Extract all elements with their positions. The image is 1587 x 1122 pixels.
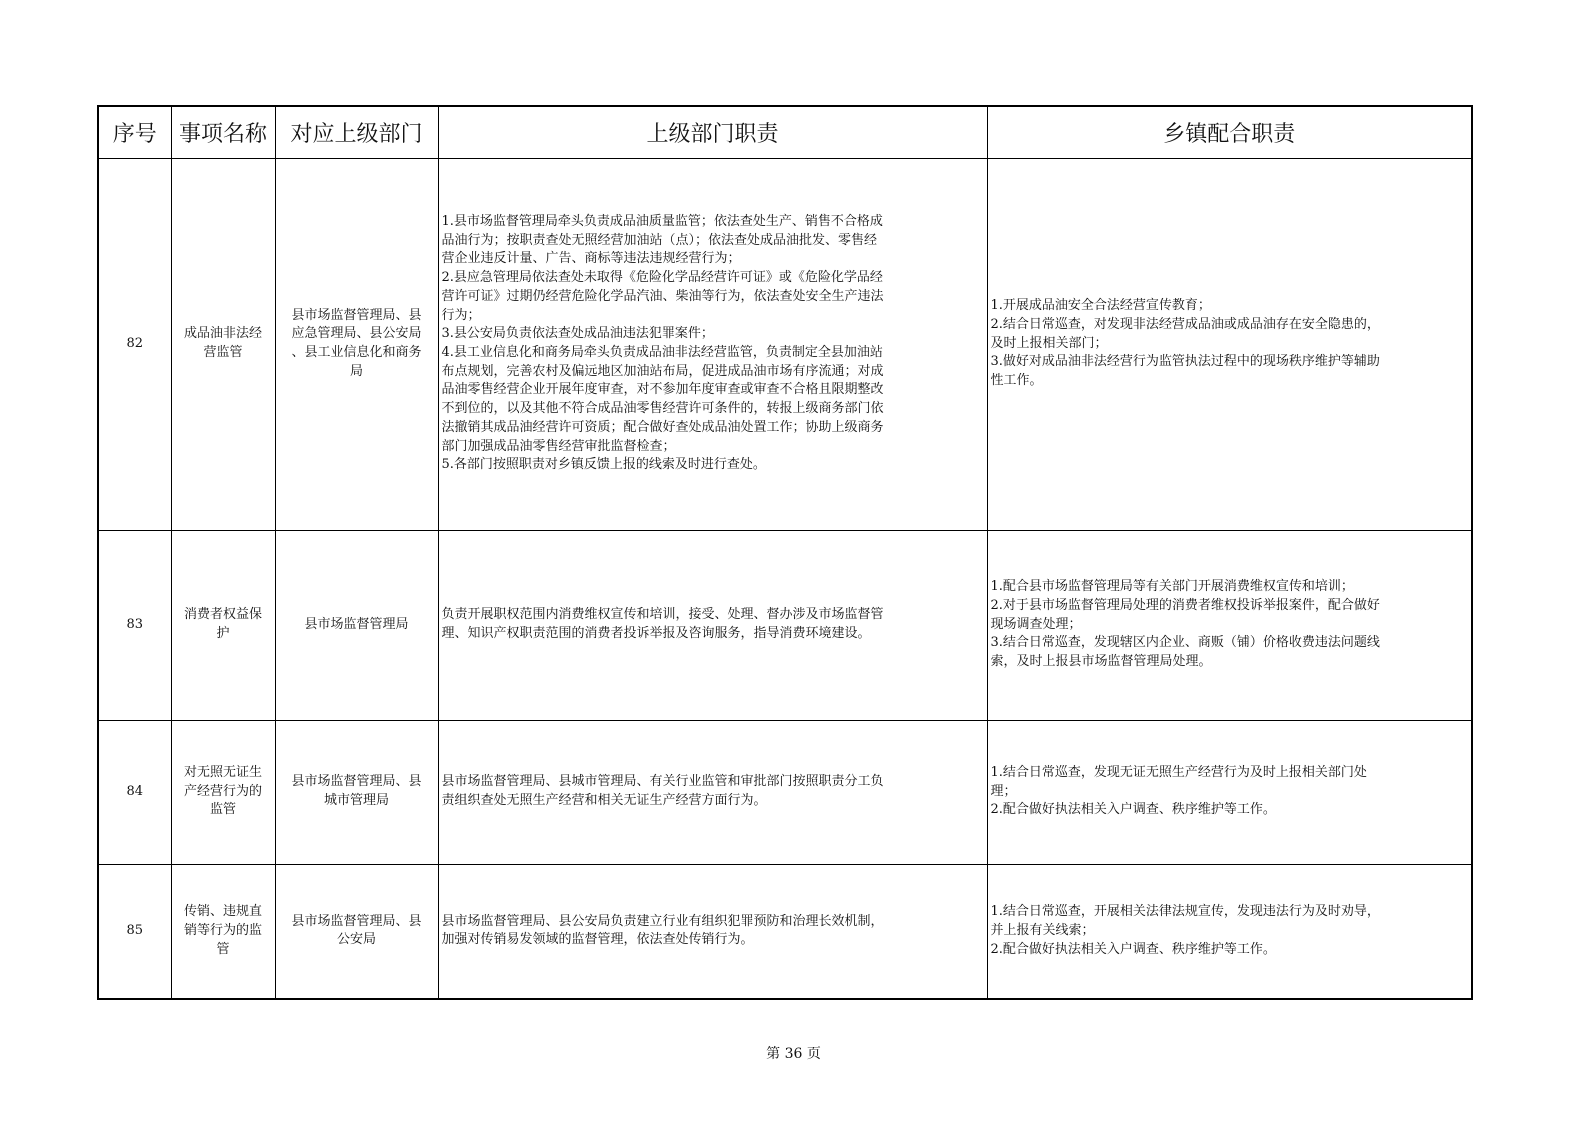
text-line: 部门加强成品油零售经营审批监督检查；: [441, 438, 676, 454]
table-row: [98, 530, 1472, 720]
text-line: 营许可证》过期仍经营危险化学品汽油、柴油等行为，依法查处安全生产违法: [441, 288, 884, 304]
text-line: 1.结合日常巡查，发现无证无照生产经营行为及时上报相关部门处: [990, 764, 1367, 780]
row-number: 84: [98, 720, 171, 864]
text-line: 性工作。: [990, 373, 1043, 389]
text-line: 品油行为；按职责查处无照经营加油站（点）；依法查处成品油批发、零售经: [441, 232, 878, 248]
header-number: 序号: [98, 106, 171, 158]
item-name: [171, 530, 275, 720]
page-number: 第 36 页: [766, 1046, 821, 1062]
text-line: 销等行为的监: [183, 922, 262, 938]
text-line: 5.各部门按照职责对乡镇反馈上报的线索及时进行查处。: [441, 457, 766, 473]
text-line: 传销、违规直: [183, 904, 262, 920]
text-line: 及时上报相关部门；: [990, 335, 1108, 351]
text-line: 3.做好对成品油非法经营行为监管执法过程中的现场秩序维护等辅助: [990, 354, 1380, 370]
superior-dept: [275, 720, 438, 864]
text-line: 消费者权益保: [183, 607, 262, 623]
table-row: [98, 158, 1472, 530]
text-line: 布点规划，完善农村及偏远地区加油站布局，促进成品油市场有序流通；对成: [441, 363, 884, 379]
text-line: 1.结合日常巡查，开展相关法律法规宣传，发现违法行为及时劝导，: [990, 904, 1380, 920]
superior-dept: [275, 158, 438, 530]
text-line: 对无照无证生: [183, 764, 262, 780]
text-line: 2.对于县市场监督管理局处理的消费者维权投诉举报案件，配合做好: [990, 597, 1380, 613]
text-line: 应急管理局、县公安局: [291, 326, 422, 342]
text-line: 护: [216, 626, 230, 641]
text-line: 监管: [209, 802, 236, 818]
township-duty: [987, 530, 1472, 720]
table-row: [98, 720, 1472, 864]
text-line: 加强对传销易发领域的监督管理，依法查处传销行为。: [441, 932, 754, 948]
township-duty: [987, 158, 1472, 530]
text-line: 2.县应急管理局依法查处未取得《危险化学品经营许可证》或《危险化学品经: [441, 270, 883, 286]
text-line: 成品油非法经: [183, 326, 262, 342]
text-line: 县市场监督管理局、县: [291, 307, 422, 323]
item-name: [171, 720, 275, 864]
text-line: 索，及时上报县市场监督管理局处理。: [990, 654, 1212, 670]
text-line: 、县工业信息化和商务: [291, 345, 422, 360]
township-duty: [987, 864, 1472, 999]
text-line: 2.配合做好执法相关入户调查、秩序维护等工作。: [990, 802, 1276, 818]
row-number: 82: [98, 158, 171, 530]
superior-duty: [438, 864, 987, 999]
table-row: [98, 864, 1472, 999]
text-line: 4.县工业信息化和商务局牵头负责成品油非法经营监管，负责制定全县加油站: [441, 345, 883, 360]
duty-table: [97, 105, 1473, 1000]
text-line: 理、知识产权职责范围的消费者投诉举报及咨询服务，指导消费环境建设。: [441, 626, 871, 641]
superior-dept: [275, 864, 438, 999]
text-line: 局: [349, 363, 363, 379]
superior-dept: [275, 530, 438, 720]
text-line: 2.配合做好执法相关入户调查、秩序维护等工作。: [990, 941, 1276, 957]
text-line: 县市场监督管理局、县城市管理局、有关行业监管和审批部门按照职责分工负: [441, 774, 884, 790]
text-line: 1.配合县市场监督管理局等有关部门开展消费维权宣传和培训；: [990, 579, 1354, 595]
header-row: [98, 106, 1472, 158]
text-line: 县市场监督管理局、县: [291, 774, 422, 790]
text-line: 责组织查处无照生产经营和相关无证生产经营方面行为。: [441, 793, 767, 808]
text-line: 营企业违反计量、广告、商标等违法违规经营行为；: [441, 251, 741, 267]
text-line: 1.县市场监督管理局牵头负责成品油质量监管；依法查处生产、销售不合格成: [441, 214, 883, 230]
row-number: 83: [98, 530, 171, 720]
text-line: 城市管理局: [323, 793, 389, 808]
text-line: 公安局: [336, 932, 376, 948]
text-line: 行为；: [441, 307, 481, 323]
text-line: 营监管: [203, 345, 243, 360]
text-line: 法撤销其成品油经营许可资质；配合做好查处成品油处置工作；协助上级商务: [441, 419, 884, 435]
text-line: 3.结合日常巡查，发现辖区内企业、商贩（铺）价格收费违法问题线: [990, 635, 1380, 651]
township-duty: [987, 720, 1472, 864]
text-line: 不到位的，以及其他不符合成品油零售经营许可条件的，转报上级商务部门依: [441, 401, 884, 417]
superior-duty: [438, 720, 987, 864]
item-name: [171, 864, 275, 999]
superior-duty: [438, 530, 987, 720]
text-line: 品油零售经营企业开展年度审查，对不参加年度审查或审查不合格且限期整改: [441, 382, 884, 398]
text-line: 管: [216, 941, 230, 957]
text-line: 理；: [990, 783, 1017, 799]
text-line: 2.结合日常巡查，对发现非法经营成品油或成品油存在安全隐患的，: [990, 316, 1380, 332]
item-name: [171, 158, 275, 530]
text-line: 县市场监督管理局、县: [291, 913, 422, 929]
text-line: 1.开展成品油安全合法经营宣传教育；: [990, 298, 1211, 314]
header-township-duty: 乡镇配合职责: [987, 106, 1472, 158]
text-line: 并上报有关线索；: [990, 922, 1095, 938]
header-superior-duty: 上级部门职责: [438, 106, 987, 158]
text-line: 产经营行为的: [183, 783, 262, 799]
text-line: 县市场监督管理局、县公安局负责建立行业有组织犯罪预防和治理长效机制，: [441, 913, 884, 929]
row-number: 85: [98, 864, 171, 999]
text-line: 3.县公安局负责依法查处成品油违法犯罪案件；: [441, 326, 714, 342]
text-line: 负责开展职权范围内消费维权宣传和培训，接受、处理、督办涉及市场监督管: [441, 607, 884, 623]
text-line: 县市场监督管理局: [304, 616, 409, 632]
header-item-name: 事项名称: [171, 106, 275, 158]
header-superior-dept: 对应上级部门: [275, 106, 438, 158]
superior-duty: [438, 158, 987, 530]
text-line: 现场调查处理；: [990, 616, 1082, 632]
